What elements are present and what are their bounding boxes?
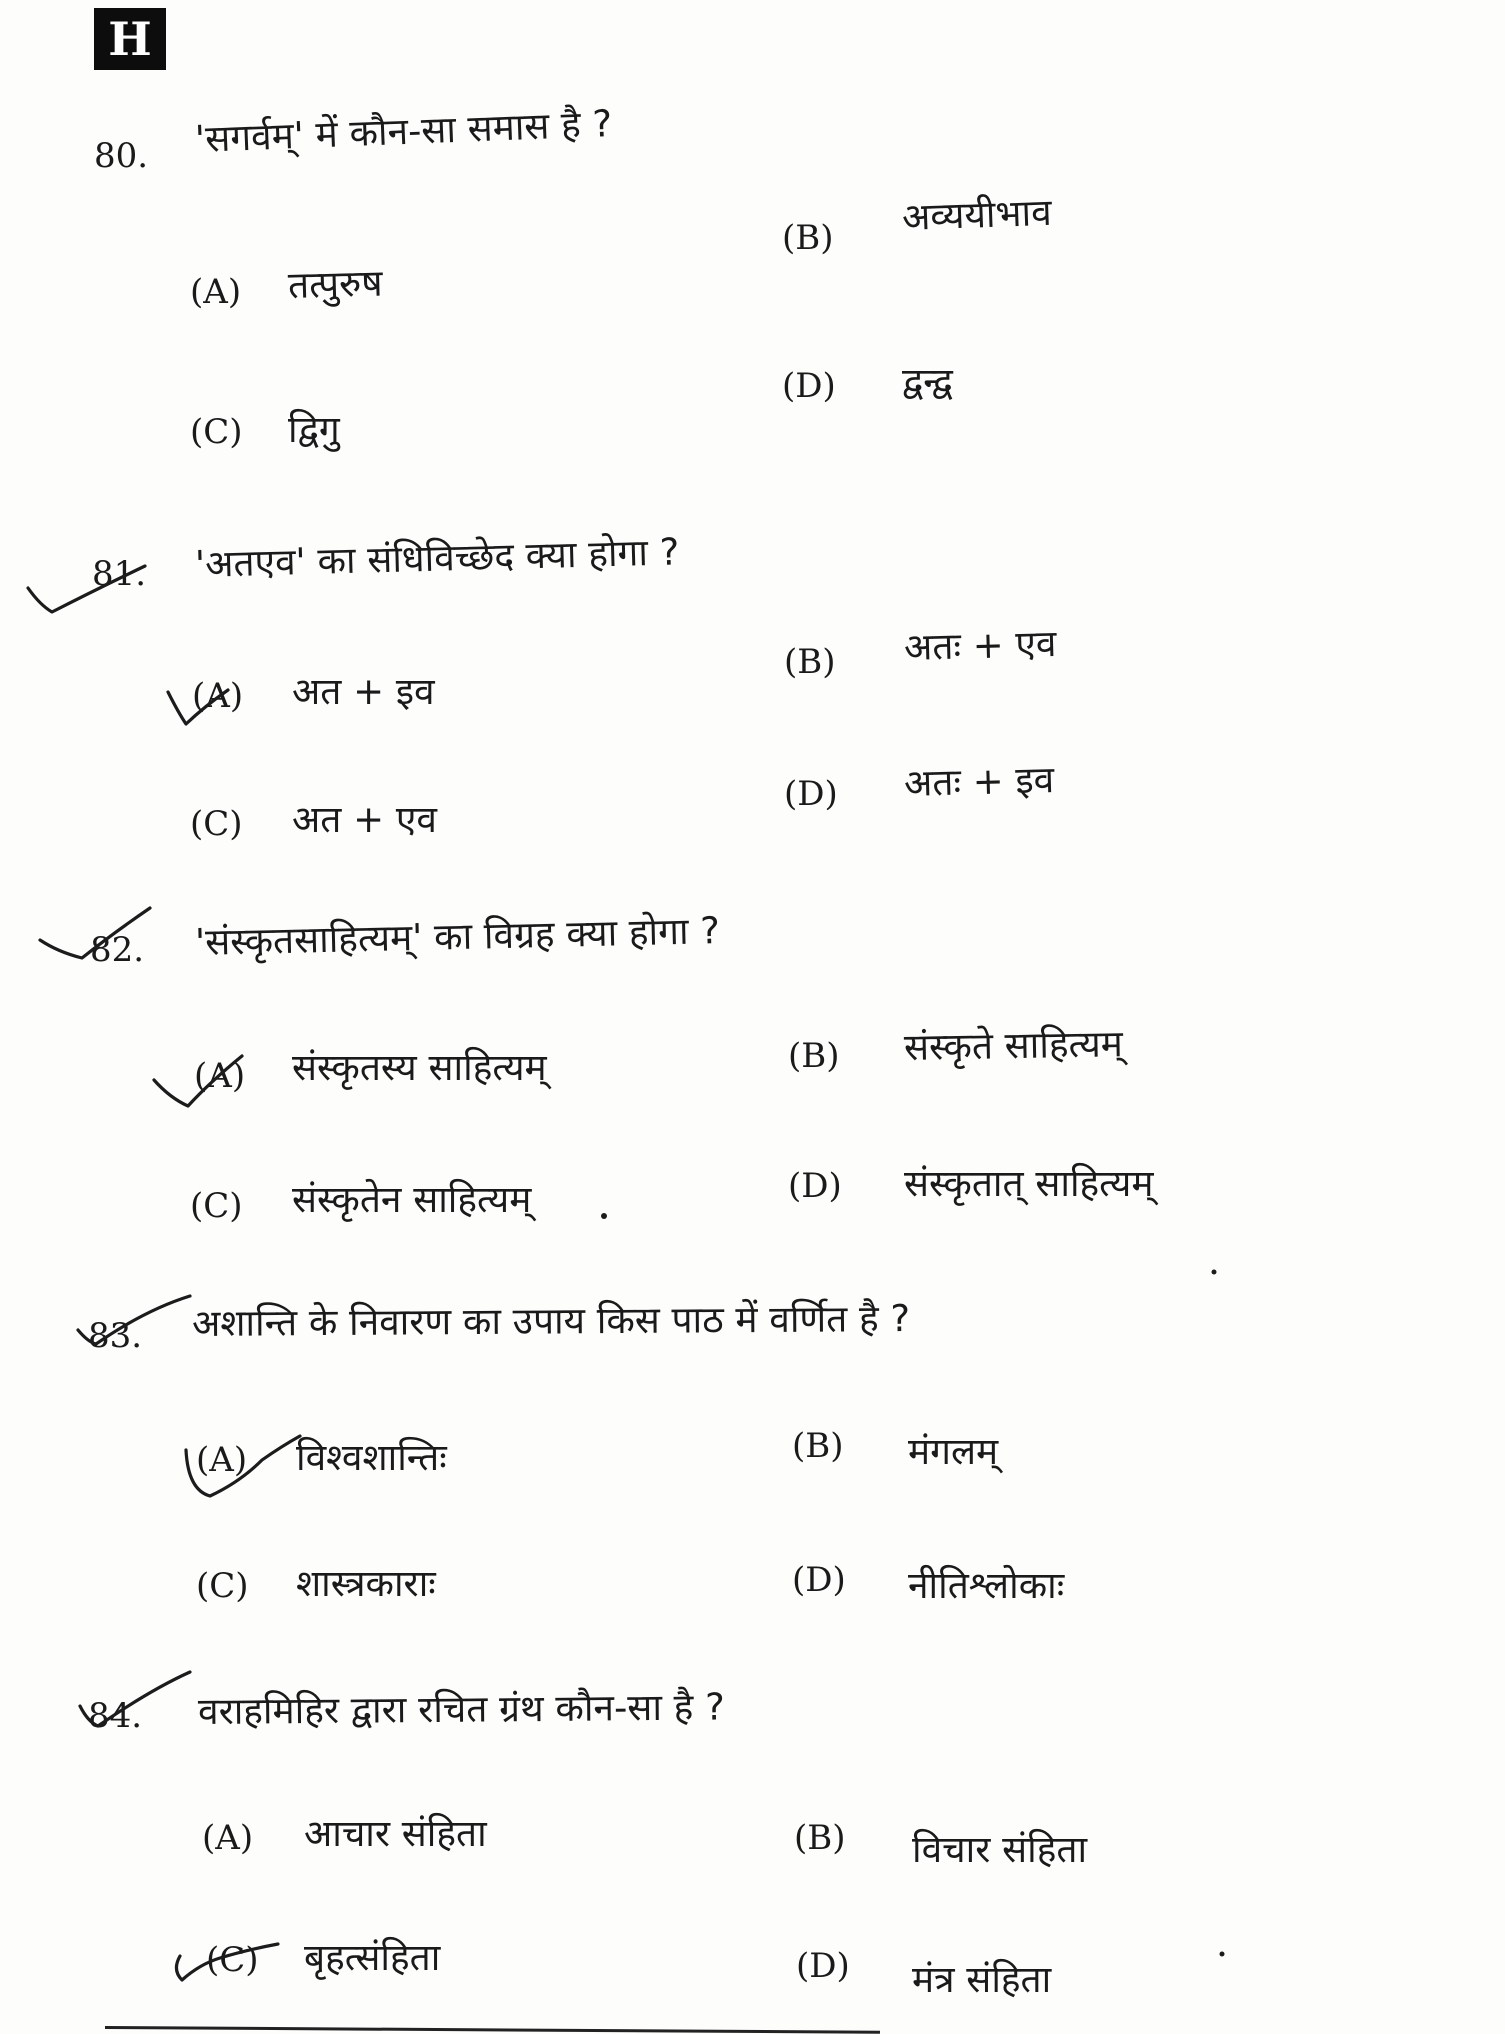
question-text: 'सगर्वम्' में कौन-सा समास है ? <box>194 101 613 161</box>
set-badge: H <box>94 8 166 70</box>
option-label: (A) <box>202 1818 254 1858</box>
option-text: संस्कृतात् साहित्यम् <box>904 1162 1154 1205</box>
option-text: तत्पुरुष <box>287 261 384 307</box>
option-text: द्वन्द्व <box>902 360 953 403</box>
question-text: 'संस्कृतसाहित्यम्' का विग्रह क्या होगा ? <box>194 909 721 964</box>
option-text: मंगलम् <box>908 1430 999 1473</box>
option-label: (D) <box>788 1166 842 1206</box>
question-number: 82. <box>90 930 145 970</box>
option-text: नीतिश्लोकाः <box>908 1564 1065 1607</box>
question-number: 83. <box>88 1316 143 1356</box>
option-text: मंत्र संहिता <box>912 1958 1052 2001</box>
option-text: द्विगु <box>288 408 340 451</box>
option-text: विश्वशान्तिः <box>296 1436 447 1479</box>
option-text: अत + एव <box>292 798 437 841</box>
option-text: बृहत्संहिता <box>304 1936 441 1979</box>
option-label: (D) <box>792 1560 846 1600</box>
ink-dot <box>1212 1270 1217 1275</box>
option-text: अतः + एव <box>903 622 1057 669</box>
question-number: 84. <box>88 1696 143 1736</box>
option-label: (A) <box>190 272 242 312</box>
option-text: शास्त्रकाराः <box>296 1562 436 1605</box>
question-number: 80. <box>94 136 149 176</box>
option-label: (B) <box>782 218 834 258</box>
option-label: (B) <box>784 642 836 682</box>
option-label: (A) <box>194 1056 246 1096</box>
option-label: (C) <box>206 1940 259 1980</box>
option-text: आचार संहिता <box>304 1812 487 1855</box>
option-label: (C) <box>190 1186 243 1226</box>
option-label: (C) <box>196 1566 249 1606</box>
option-text: अत + इव <box>292 670 435 713</box>
option-text: विचार संहिता <box>912 1828 1088 1871</box>
option-label: (A) <box>192 676 244 716</box>
option-label: (D) <box>782 366 836 406</box>
option-text: संस्कृते साहित्यम् <box>903 1022 1124 1069</box>
option-label: (A) <box>196 1440 248 1480</box>
option-label: (D) <box>784 774 838 814</box>
option-text: संस्कृतस्य साहित्यम् <box>292 1046 547 1089</box>
option-label: (D) <box>796 1946 850 1986</box>
option-label: (C) <box>190 412 243 452</box>
ink-dot <box>601 1213 607 1219</box>
bottom-rule <box>105 2026 880 2034</box>
option-label: (B) <box>792 1426 844 1466</box>
question-number: 81. <box>92 554 147 594</box>
question-text: अशान्ति के निवारण का उपाय किस पाठ में वर्णित है ? <box>191 1296 911 1345</box>
option-label: (B) <box>788 1036 840 1076</box>
ink-dot <box>1220 1952 1225 1957</box>
option-label: (B) <box>794 1818 846 1858</box>
question-text: 'अतएव' का संधिविच्छेद क्या होगा ? <box>194 530 680 586</box>
option-text: अतः + इव <box>903 758 1055 805</box>
option-text: अव्ययीभाव <box>901 190 1053 239</box>
option-text: संस्कृतेन साहित्यम् <box>292 1178 532 1221</box>
question-text: वराहमिहिर द्वारा रचित ग्रंथ कौन-सा है ? <box>197 1685 725 1733</box>
option-label: (C) <box>190 804 243 844</box>
